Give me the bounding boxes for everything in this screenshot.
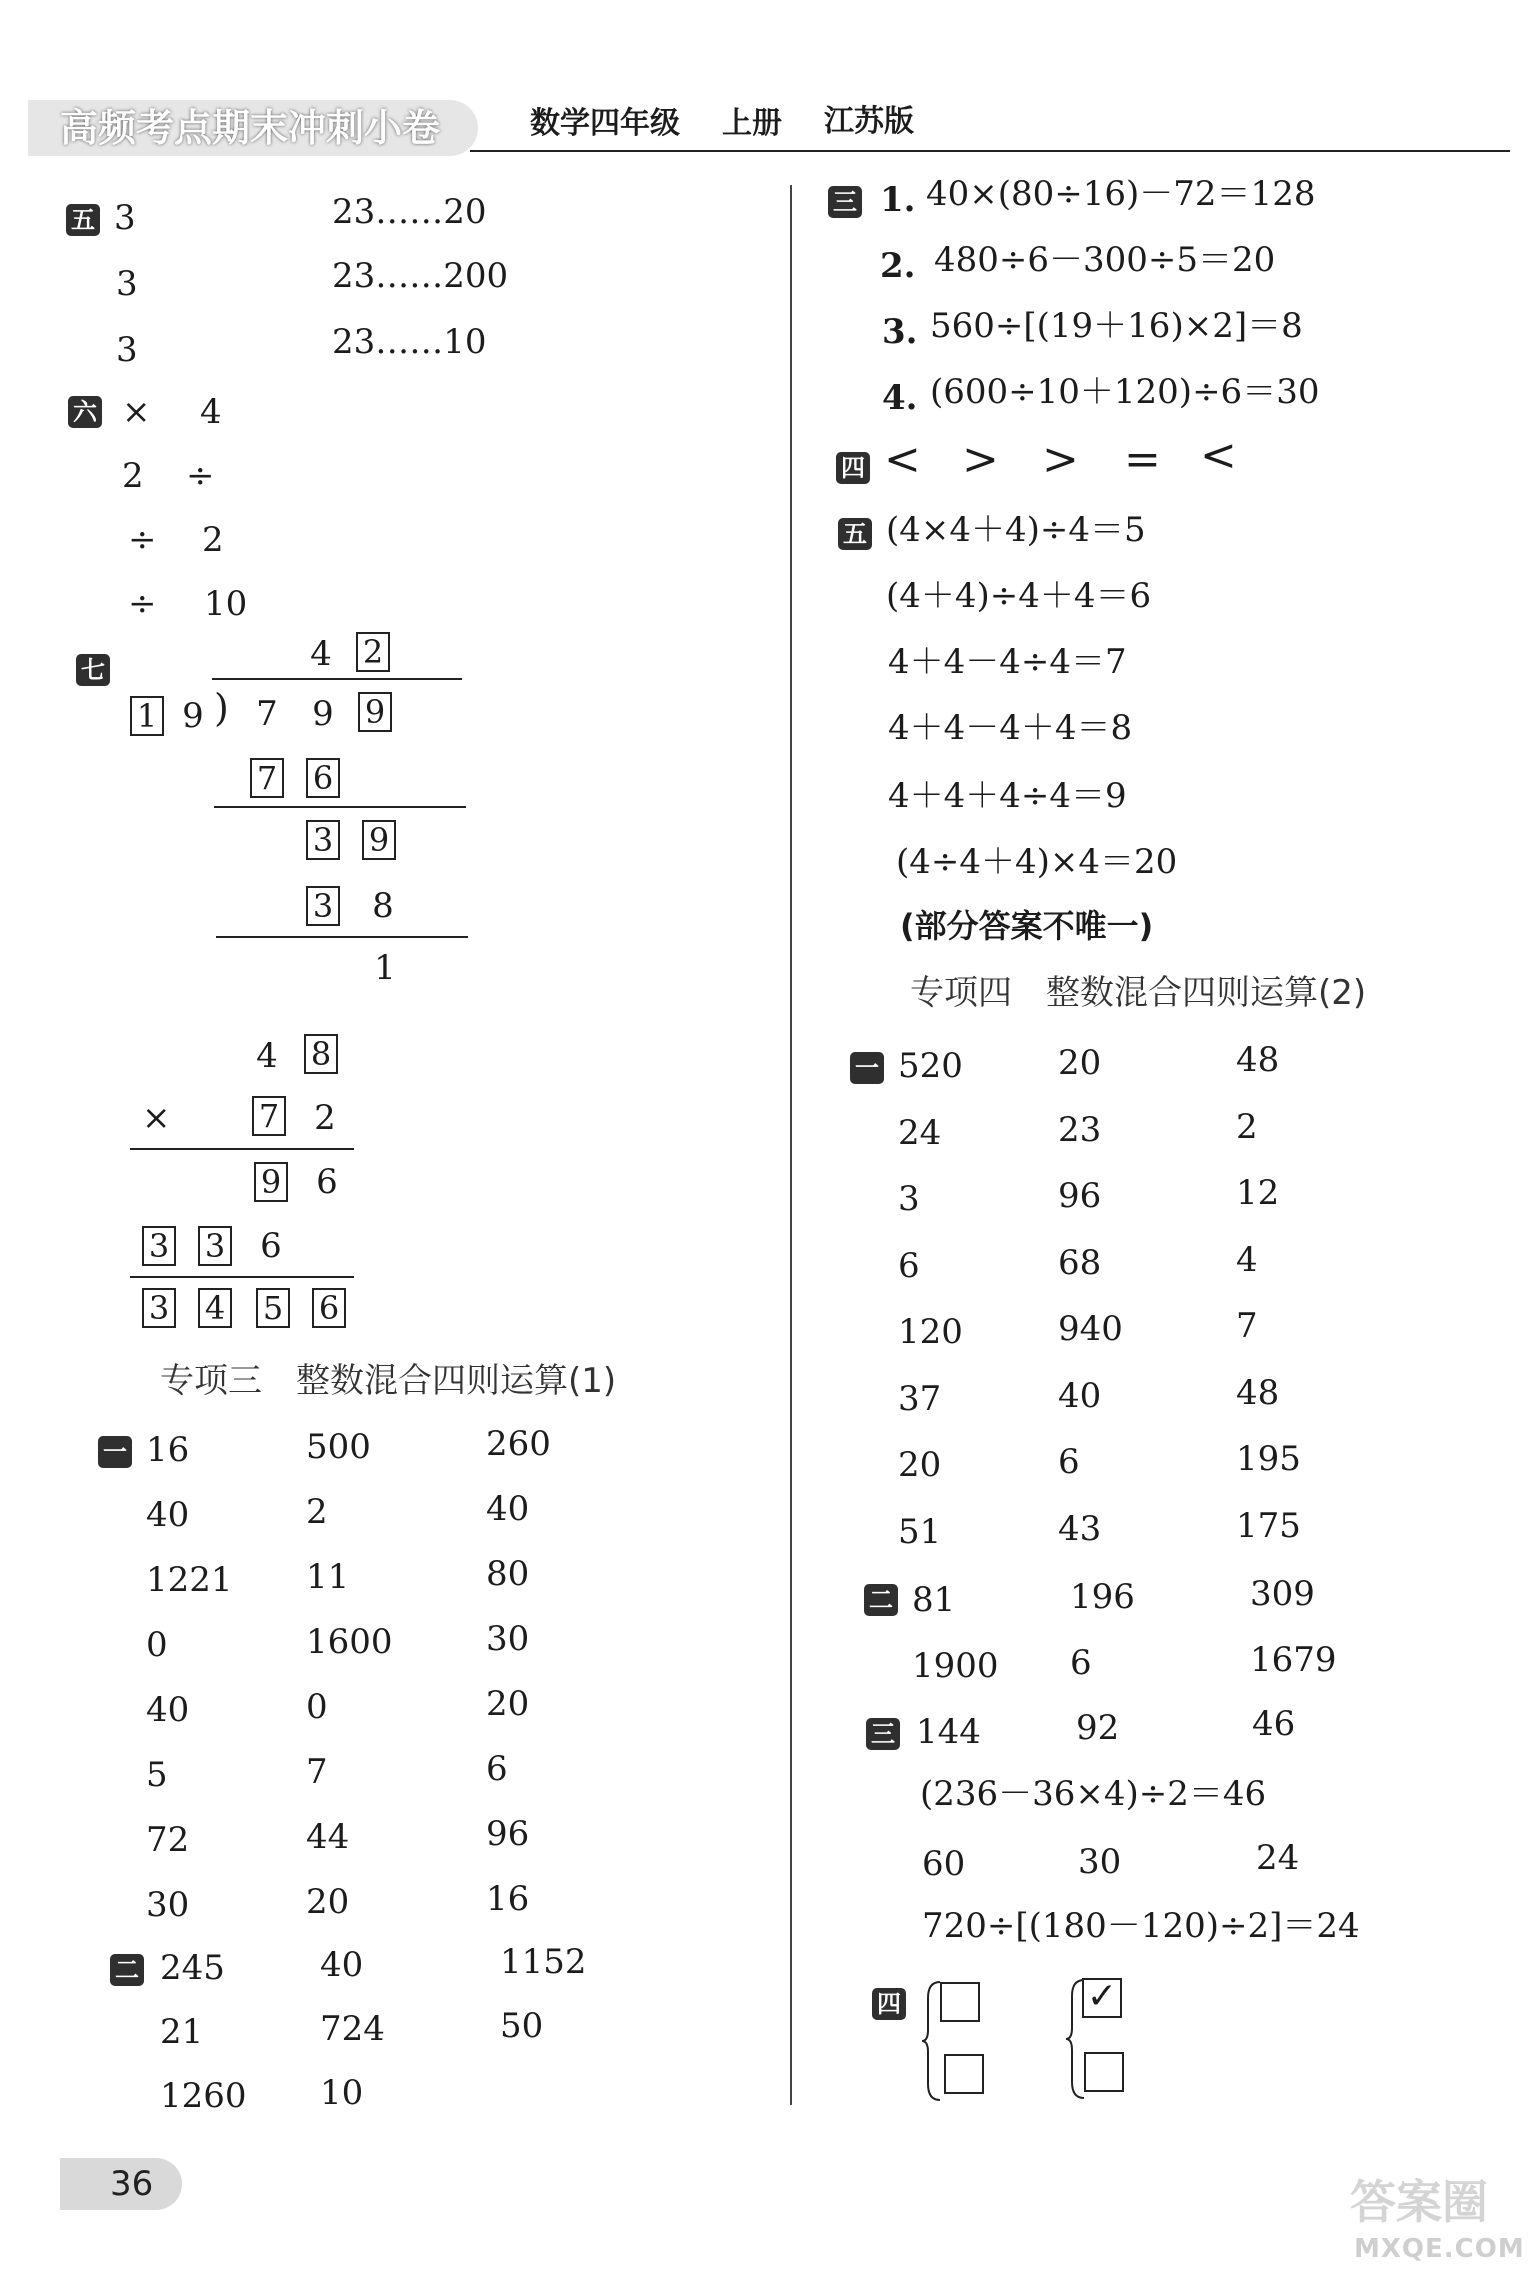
sp3-2-cell-r1-c2: 40 xyxy=(320,1945,364,1985)
sp4-2-cell-r1-c1: 81 xyxy=(912,1580,956,1620)
sp3-1-cell-r2-c1: 40 xyxy=(146,1495,190,1535)
sp4-3-expr-1: (236－36×4)÷2＝46 xyxy=(920,1774,1267,1814)
sub1-box-1: 7 xyxy=(250,758,284,798)
sp4-3-r2-a: 60 xyxy=(922,1844,966,1884)
badge-sp3-1: 一 xyxy=(98,1436,132,1468)
header-volume: 上册 xyxy=(722,106,782,141)
dividend-digit-2: 9 xyxy=(312,694,334,734)
sp4-1-cell-r1-c1: 520 xyxy=(898,1046,963,1086)
sp4-3-r1-c: 46 xyxy=(1252,1704,1296,1744)
s3-item-3-num: 3. xyxy=(882,312,918,352)
sp3-1-cell-r3-c2: 11 xyxy=(306,1557,350,1597)
sp3-1-cell-r6-c3: 6 xyxy=(486,1749,508,1789)
sp3-1-cell-r7-c2: 44 xyxy=(306,1817,350,1857)
s3-item-1-num: 1. xyxy=(880,180,916,220)
badge-sp4-2: 二 xyxy=(864,1584,898,1616)
answer-5-3a: 3 xyxy=(116,330,138,370)
division-remainder: 1 xyxy=(374,948,396,988)
s4-symbol-5: < xyxy=(1200,430,1237,481)
s5-expr-3: 4＋4－4÷4＝7 xyxy=(888,642,1127,682)
s4-symbol-2: > xyxy=(962,434,999,485)
watermark-url: MXQE.COM xyxy=(1354,2234,1525,2264)
answer-6-3a: ÷ xyxy=(128,520,157,560)
sp4-1-cell-r3-c2: 96 xyxy=(1058,1176,1102,1216)
sp4-4-checkbox-2 xyxy=(944,2054,984,2094)
sp3-1-cell-r4-c1: 0 xyxy=(146,1625,168,1665)
badge-sp3-2: 二 xyxy=(110,1954,144,1986)
answer-5-2a: 3 xyxy=(116,264,138,304)
mul-result-box-4: 6 xyxy=(312,1288,346,1328)
sub1-box-2: 6 xyxy=(306,758,340,798)
s3-item-4-expr: (600÷10＋120)÷6＝30 xyxy=(930,372,1320,412)
sp3-1-cell-r4-c2: 1600 xyxy=(306,1622,393,1662)
mul-p1-digit: 6 xyxy=(316,1162,338,1202)
sp3-1-cell-r3-c3: 80 xyxy=(486,1554,530,1594)
badge-5-right: 五 xyxy=(838,518,872,550)
sp3-2-cell-r1-c1: 245 xyxy=(160,1948,225,1988)
mul-times-sign: × xyxy=(142,1098,171,1138)
answer-5-3b: 23……10 xyxy=(332,322,487,362)
answer-6-2a: 2 xyxy=(122,456,144,496)
sp3-1-cell-r7-c1: 72 xyxy=(146,1820,190,1860)
sp4-1-cell-r1-c3: 48 xyxy=(1236,1040,1280,1080)
sp4-1-cell-r8-c2: 43 xyxy=(1058,1508,1102,1549)
sub2-digit: 8 xyxy=(372,886,394,926)
s5-expr-1: (4×4＋4)÷4＝5 xyxy=(886,510,1146,550)
sp3-1-cell-r1-c3: 260 xyxy=(486,1424,551,1464)
sp4-1-cell-r4-c3: 4 xyxy=(1236,1239,1258,1280)
sp4-2-cell-r1-c2: 196 xyxy=(1070,1577,1135,1617)
sp4-1-cell-r3-c3: 12 xyxy=(1236,1173,1280,1213)
mul-result-box-2: 4 xyxy=(198,1288,232,1328)
mul-top-box: 8 xyxy=(304,1034,338,1074)
header-rule xyxy=(470,150,1510,152)
sp3-1-cell-r8-c2: 20 xyxy=(306,1882,350,1922)
sp4-1-cell-r5-c2: 940 xyxy=(1058,1309,1123,1349)
sp4-1-cell-r2-c2: 23 xyxy=(1058,1109,1102,1150)
mul-bottom-box: 7 xyxy=(252,1096,286,1136)
sp4-1-cell-r8-c3: 175 xyxy=(1236,1505,1301,1546)
s3-item-1-expr: 40×(80÷16)－72＝128 xyxy=(926,174,1316,214)
sp3-1-cell-r8-c3: 16 xyxy=(486,1879,530,1919)
badge-7: 七 xyxy=(76,654,110,686)
sp3-1-cell-r8-c1: 30 xyxy=(146,1885,190,1925)
sp4-1-cell-r7-c3: 195 xyxy=(1236,1439,1301,1479)
mul-bottom-digit: 2 xyxy=(314,1098,336,1138)
sp4-2-cell-r2-c1: 1900 xyxy=(912,1646,999,1686)
watermark-logo: 答案圈 xyxy=(1350,2175,1488,2229)
sp3-2-cell-r1-c3: 1152 xyxy=(500,1942,587,1982)
sp3-2-cell-r3-c2: 10 xyxy=(320,2073,364,2113)
sp4-3-expr-2: 720÷[(180－120)÷2]＝24 xyxy=(922,1906,1360,1946)
header-edition: 江苏版 xyxy=(824,104,914,139)
mul-line-2 xyxy=(130,1276,354,1278)
badge-sp4-1: 一 xyxy=(850,1052,884,1084)
sp4-1-cell-r3-c1: 3 xyxy=(898,1179,920,1219)
mul-p2-box-1: 3 xyxy=(142,1226,176,1266)
sp4-3-r1-b: 92 xyxy=(1076,1708,1120,1748)
sp4-1-cell-r8-c1: 51 xyxy=(898,1511,942,1552)
s5-note: (部分答案不唯一) xyxy=(900,907,1154,945)
s5-expr-4: 4＋4－4＋4＝8 xyxy=(888,708,1133,748)
division-line-1 xyxy=(214,806,466,808)
badge-6: 六 xyxy=(68,396,102,428)
sp4-1-cell-r5-c1: 120 xyxy=(898,1312,963,1352)
column-divider xyxy=(790,185,792,2105)
mul-result-box-1: 3 xyxy=(142,1288,176,1328)
sp3-1-cell-r7-c3: 96 xyxy=(486,1814,530,1854)
special-3-title: 专项三 整数混合四则运算(1) xyxy=(160,1361,617,1401)
sp4-1-cell-r5-c3: 7 xyxy=(1236,1306,1258,1346)
sp3-1-cell-r2-c3: 40 xyxy=(486,1489,530,1529)
sp3-2-cell-r3-c1: 1260 xyxy=(160,2076,247,2116)
sp4-2-cell-r1-c3: 309 xyxy=(1250,1574,1315,1614)
s5-expr-5: 4＋4＋4÷4＝9 xyxy=(888,776,1127,816)
answer-5-1b: 23……20 xyxy=(332,192,487,232)
answer-6-1b: 4 xyxy=(200,392,222,432)
sp4-1-cell-r2-c1: 24 xyxy=(898,1112,942,1153)
sp3-2-cell-r2-c3: 50 xyxy=(500,2006,544,2046)
sp3-1-cell-r5-c2: 0 xyxy=(306,1687,328,1727)
sp4-2-cell-r2-c3: 1679 xyxy=(1250,1640,1337,1680)
division-bracket: ) xyxy=(214,686,229,730)
header-subject: 数学四年级 xyxy=(530,106,680,141)
answer-6-4a: ÷ xyxy=(128,584,157,624)
sub2-box: 3 xyxy=(306,886,340,926)
sp4-3-r1-a: 144 xyxy=(916,1712,981,1752)
sp4-1-cell-r7-c1: 20 xyxy=(898,1445,942,1485)
sp4-3-r2-b: 30 xyxy=(1078,1842,1122,1882)
dividend-digit-1: 7 xyxy=(256,694,278,734)
mul-p1-box: 9 xyxy=(254,1162,288,1202)
mul-p2-digit: 6 xyxy=(260,1226,282,1266)
mul-result-box-3: 5 xyxy=(256,1288,290,1328)
s3-item-3-expr: 560÷[(19＋16)×2]＝8 xyxy=(930,306,1303,346)
division-bar xyxy=(212,678,462,680)
sp4-1-cell-r7-c2: 6 xyxy=(1058,1442,1080,1482)
badge-sp4-4: 四 xyxy=(872,1988,906,2020)
page-number: 36 xyxy=(110,2164,154,2204)
answer-6-3b: 2 xyxy=(202,520,224,560)
mul-top-digit: 4 xyxy=(256,1036,278,1076)
sp4-1-cell-r1-c2: 20 xyxy=(1058,1043,1102,1083)
s4-symbol-3: > xyxy=(1042,434,1079,485)
badge-4: 四 xyxy=(836,452,870,484)
mul-line-1 xyxy=(130,1148,354,1150)
sp3-1-cell-r1-c1: 16 xyxy=(146,1430,190,1470)
sp3-1-cell-r6-c2: 7 xyxy=(306,1752,328,1792)
s4-symbol-1: < xyxy=(884,434,921,485)
dividend-box: 9 xyxy=(358,692,392,732)
sp4-1-cell-r2-c3: 2 xyxy=(1236,1106,1258,1147)
sp4-4-checkbox-1 xyxy=(940,1982,980,2022)
s5-expr-2: (4＋4)÷4＋4＝6 xyxy=(886,576,1152,616)
answer-5-2b: 23……200 xyxy=(332,256,509,296)
header-series-title: 高频考点期末冲刺小卷 xyxy=(60,106,441,150)
sp3-1-cell-r5-c1: 40 xyxy=(146,1690,190,1730)
s3-item-2-expr: 480÷6－300÷5＝20 xyxy=(934,240,1276,280)
answer-5-1a: 3 xyxy=(114,198,136,238)
sp4-4-checkbox-4 xyxy=(1084,2052,1124,2092)
quotient-digit: 4 xyxy=(310,634,332,674)
sp4-1-cell-r6-c2: 40 xyxy=(1058,1375,1102,1416)
badge-5: 五 xyxy=(66,204,100,236)
sp3-1-cell-r4-c3: 30 xyxy=(486,1619,530,1659)
rem1-box-2: 9 xyxy=(362,820,396,860)
sp3-2-cell-r2-c1: 21 xyxy=(160,2012,204,2052)
rem1-box-1: 3 xyxy=(306,820,340,860)
answer-6-2b: ÷ xyxy=(186,456,215,496)
sp4-1-cell-r6-c1: 37 xyxy=(898,1378,942,1419)
divisor-digit: 9 xyxy=(182,696,204,736)
badge-3: 三 xyxy=(828,186,862,218)
division-line-2 xyxy=(216,936,468,938)
s5-expr-6: (4÷4＋4)×4＝20 xyxy=(896,842,1178,882)
divisor-box: 1 xyxy=(130,696,164,736)
special-4-title: 专项四 整数混合四则运算(2) xyxy=(910,973,1367,1013)
sp3-1-cell-r3-c1: 1221 xyxy=(146,1560,233,1600)
mul-p2-box-2: 3 xyxy=(198,1226,232,1266)
sp3-1-cell-r1-c2: 500 xyxy=(306,1427,371,1467)
sp4-3-r2-c: 24 xyxy=(1256,1838,1300,1878)
sp4-1-cell-r4-c1: 6 xyxy=(898,1245,920,1286)
sp3-1-cell-r2-c2: 2 xyxy=(306,1492,328,1532)
sp4-1-cell-r4-c2: 68 xyxy=(1058,1242,1102,1283)
sp4-4-checkbox-3-checked: ✓ xyxy=(1082,1978,1122,2018)
answer-6-4b: 10 xyxy=(204,584,248,624)
s4-symbol-4: = xyxy=(1124,434,1161,485)
sp3-2-cell-r2-c2: 724 xyxy=(320,2009,385,2049)
badge-sp4-3: 三 xyxy=(866,1718,900,1750)
s3-item-4-num: 4. xyxy=(882,378,918,418)
sp4-2-cell-r2-c2: 6 xyxy=(1070,1643,1092,1683)
answer-6-1a: × xyxy=(122,392,151,432)
s3-item-2-num: 2. xyxy=(880,246,916,286)
quotient-box: 2 xyxy=(356,632,390,672)
sp3-1-cell-r6-c1: 5 xyxy=(146,1755,168,1795)
sp4-1-cell-r6-c3: 48 xyxy=(1236,1372,1280,1413)
sp3-1-cell-r5-c3: 20 xyxy=(486,1684,530,1724)
